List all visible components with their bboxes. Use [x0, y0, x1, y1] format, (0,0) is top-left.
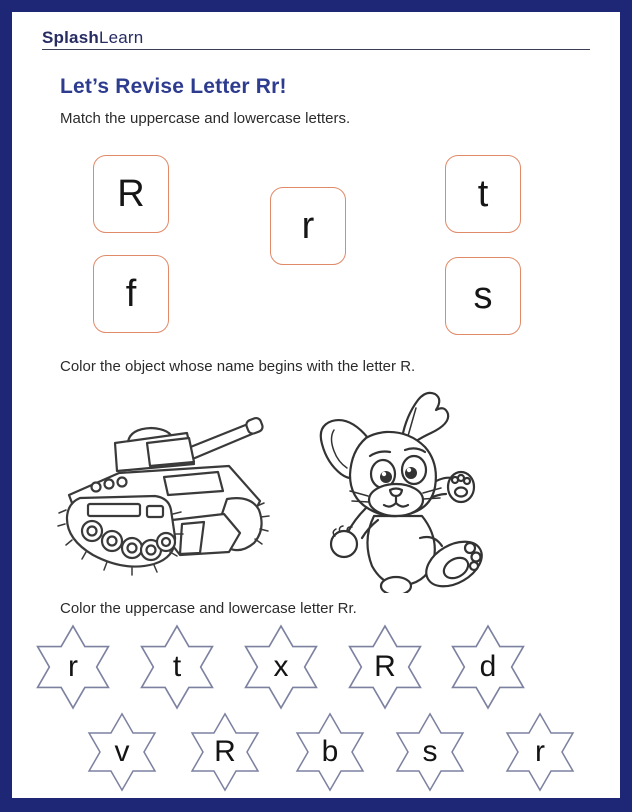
header-divider — [42, 49, 590, 50]
letter-star[interactable] — [342, 624, 428, 710]
rabbit-line-drawing[interactable] — [304, 388, 494, 593]
letter-star[interactable] — [445, 624, 531, 710]
star-letter: R — [374, 650, 396, 683]
letter-star[interactable] — [238, 624, 324, 710]
star-letter: r — [535, 735, 545, 768]
tank-line-drawing[interactable] — [52, 402, 292, 577]
letter-star[interactable] — [82, 712, 162, 792]
color-letters-instruction: Color the uppercase and lowercase letter Rr. — [60, 600, 357, 617]
letter-card-lowercase-s[interactable] — [445, 257, 521, 335]
letter-star[interactable] — [390, 712, 470, 792]
letter-card-lowercase-f[interactable] — [93, 255, 169, 333]
star-letter: t — [172, 650, 182, 683]
card-letter: r — [301, 204, 315, 247]
star-letter: R — [214, 735, 236, 768]
letter-card-lowercase-r[interactable] — [270, 187, 346, 265]
card-letter: t — [477, 172, 489, 215]
brand-regular: Learn — [98, 28, 144, 47]
letter-card-uppercase-R[interactable] — [93, 155, 169, 233]
brand-bold: Splash — [42, 28, 99, 47]
card-letter: s — [473, 274, 493, 317]
worksheet-page — [12, 12, 620, 798]
letter-star[interactable] — [290, 712, 370, 792]
page-title: Let’s Revise Letter Rr! — [60, 75, 287, 98]
letter-card-lowercase-t[interactable] — [445, 155, 521, 233]
star-letter: v — [114, 735, 130, 768]
star-letter: x — [273, 650, 289, 683]
letter-star[interactable] — [500, 712, 580, 792]
star-letter: s — [422, 735, 438, 768]
letter-star[interactable] — [185, 712, 265, 792]
letter-star[interactable] — [134, 624, 220, 710]
star-letter: r — [68, 650, 78, 683]
splashlearn-logo — [42, 28, 143, 48]
star-letter: b — [321, 735, 339, 768]
star-letter: d — [479, 650, 497, 683]
match-instruction: Match the uppercase and lowercase letters. — [60, 110, 351, 127]
card-letter: R — [117, 172, 145, 215]
color-object-instruction: Color the object whose name begins with the letter R. — [60, 358, 416, 375]
letter-star[interactable] — [30, 624, 116, 710]
card-letter: f — [125, 272, 137, 315]
